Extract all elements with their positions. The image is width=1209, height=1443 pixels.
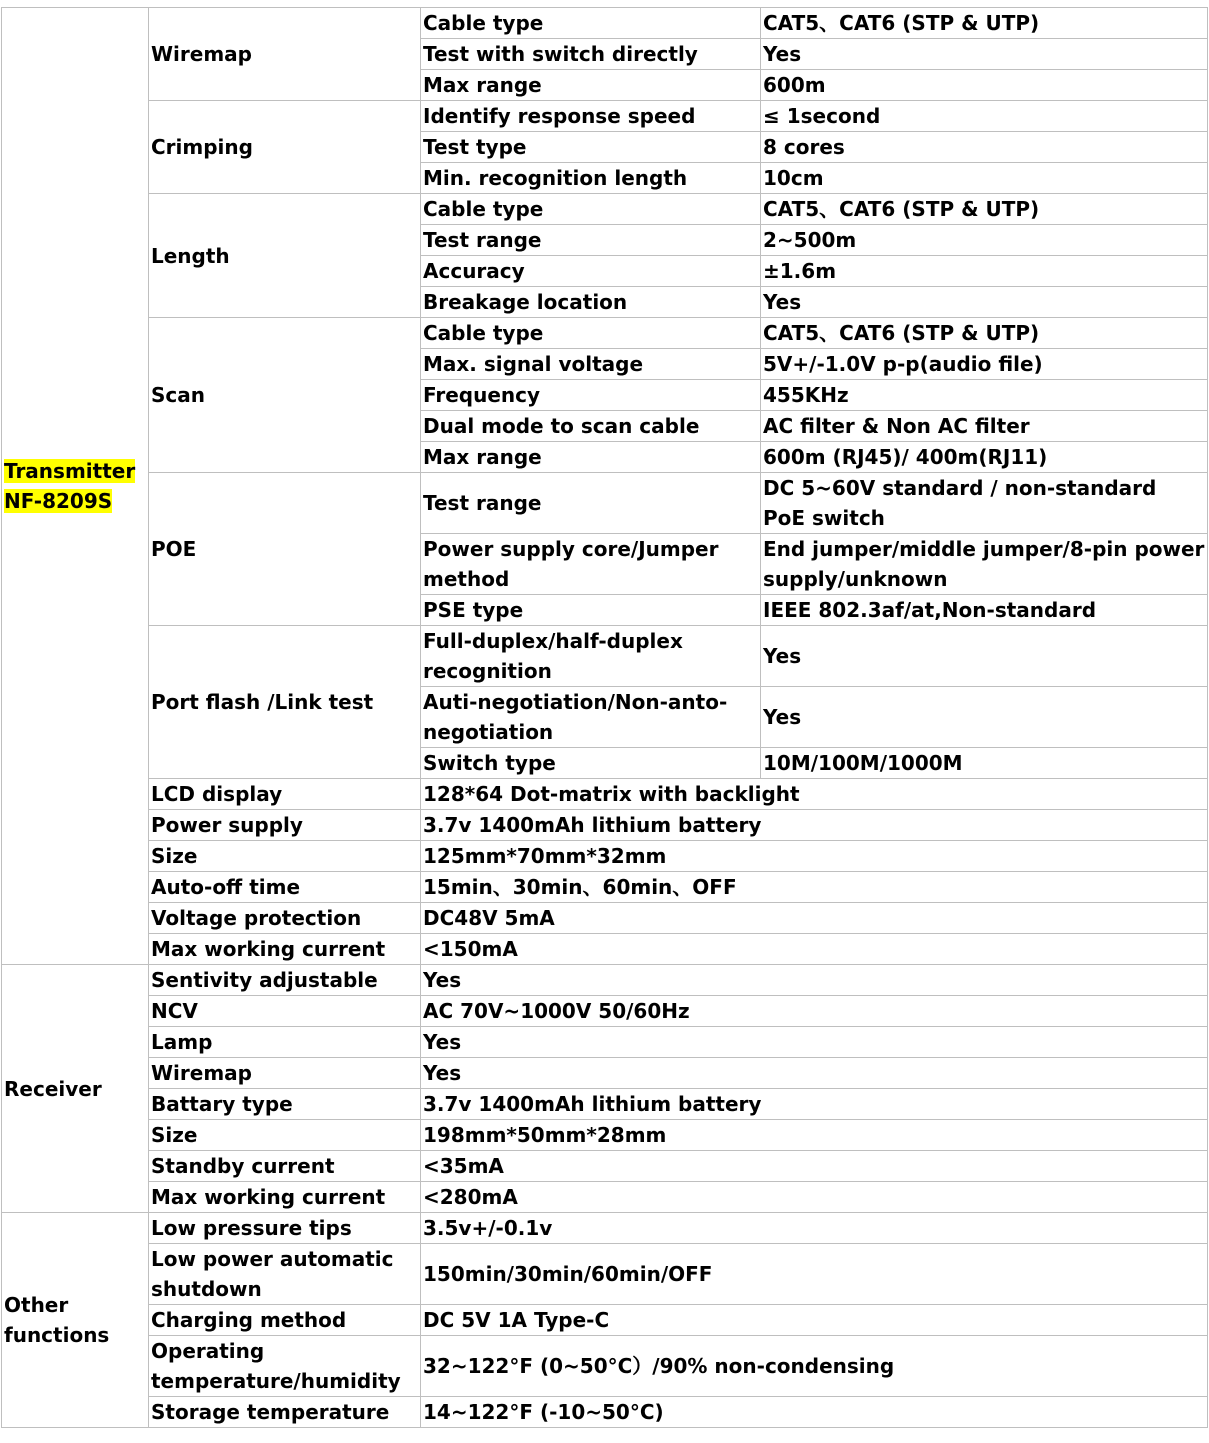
param-cell: Cable type [421,194,761,225]
value-cell: CAT5、CAT6 (STP & UTP) [761,8,1208,39]
table-row [2,1336,1208,1397]
value-cell: AC 70V~1000V 50/60Hz [421,996,1208,1027]
section-label [2,1213,149,1428]
value-cell: 198mm*50mm*28mm [421,1120,1208,1151]
param-cell: Voltage protection [149,903,421,934]
table-row [2,8,1208,39]
table-row [2,1151,1208,1182]
param-cell: Cable type [421,318,761,349]
value-cell: Yes [421,1027,1208,1058]
value-cell: ≤ 1second [761,101,1208,132]
value-cell: End jumper/middle jumper/8-pin power supply/unknown [761,534,1208,595]
table-row [2,1120,1208,1151]
value-cell: Yes [761,287,1208,318]
param-cell: Breakage location [421,287,761,318]
param-cell: Charging method [149,1305,421,1336]
section-label [2,8,149,965]
value-cell: Yes [761,626,1208,687]
param-cell: Test type [421,132,761,163]
param-cell: PSE type [421,595,761,626]
table-row [2,1244,1208,1305]
value-cell: AC filter & Non AC filter [761,411,1208,442]
value-cell: <35mA [421,1151,1208,1182]
param-cell: Full-duplex/half-duplex recognition [421,626,761,687]
value-cell: Yes [421,1058,1208,1089]
value-cell: 128*64 Dot-matrix with backlight [421,779,1208,810]
param-cell: Battary type [149,1089,421,1120]
group-label: Crimping [149,101,421,194]
value-cell: 3.7v 1400mAh lithium battery [421,810,1208,841]
table-row [2,841,1208,872]
param-cell: Dual mode to scan cable [421,411,761,442]
group-label: Scan [149,318,421,473]
param-cell: Test range [421,473,761,534]
value-cell: CAT5、CAT6 (STP & UTP) [761,194,1208,225]
value-cell: 600m [761,70,1208,101]
value-cell: DC 5V 1A Type-C [421,1305,1208,1336]
param-cell: Sentivity adjustable [149,965,421,996]
table-row [2,1213,1208,1244]
value-cell: 3.5v+/-0.1v [421,1213,1208,1244]
value-cell: <280mA [421,1182,1208,1213]
param-cell: Test range [421,225,761,256]
table-row [2,965,1208,996]
table-row [2,473,1208,534]
param-cell: LCD display [149,779,421,810]
value-cell: IEEE 802.3af/at,Non-standard [761,595,1208,626]
value-cell: 5V+/-1.0V p-p(audio file) [761,349,1208,380]
param-cell: Low power automatic shutdown [149,1244,421,1305]
section-label-line: Other [4,1293,69,1317]
table-row [2,872,1208,903]
table-row [2,318,1208,349]
value-cell: 14~122°F (-10~50°C) [421,1397,1208,1428]
param-cell: Max. signal voltage [421,349,761,380]
value-cell: 455KHz [761,380,1208,411]
param-cell: Operating temperature/humidity [149,1336,421,1397]
value-cell: Yes [761,687,1208,748]
table-row [2,194,1208,225]
table-row [2,996,1208,1027]
table-row [2,1182,1208,1213]
param-cell: Wiremap [149,1058,421,1089]
param-cell: Storage temperature [149,1397,421,1428]
param-cell: Cable type [421,8,761,39]
param-cell: Accuracy [421,256,761,287]
value-cell: 150min/30min/60min/OFF [421,1244,1208,1305]
table-row [2,626,1208,687]
table-row [2,1058,1208,1089]
param-cell: Power supply core/Jumper method [421,534,761,595]
section-label-line: Receiver [4,1076,102,1101]
param-cell: Max working current [149,1182,421,1213]
param-cell: Test with switch directly [421,39,761,70]
param-cell: Low pressure tips [149,1213,421,1244]
param-cell: Lamp [149,1027,421,1058]
param-cell: Power supply [149,810,421,841]
group-label: Length [149,194,421,318]
value-cell: 600m (RJ45)/ 400m(RJ11) [761,442,1208,473]
param-cell: Auti-negotiation/Non-anto-negotiation [421,687,761,748]
group-label: Port flash /Link test [149,626,421,779]
value-cell: CAT5、CAT6 (STP & UTP) [761,318,1208,349]
param-cell: Max range [421,442,761,473]
section-label-line: functions [4,1323,110,1347]
value-cell: 32~122°F (0~50°C）/90% non-condensing [421,1336,1208,1397]
spec-table [1,7,1208,1428]
section-label [2,965,149,1213]
value-cell: Yes [421,965,1208,996]
table-row [2,779,1208,810]
table-row [2,1089,1208,1120]
value-cell: 15min、30min、60min、OFF [421,872,1208,903]
value-cell: DC 5~60V standard / non-standard PoE switch [761,473,1208,534]
group-label: POE [149,473,421,626]
param-cell: Size [149,841,421,872]
table-row [2,1397,1208,1428]
value-cell: 125mm*70mm*32mm [421,841,1208,872]
param-cell: Auto-off time [149,872,421,903]
param-cell: Size [149,1120,421,1151]
section-label-line: NF-8209S [4,489,113,513]
param-cell: Min. recognition length [421,163,761,194]
table-row [2,1027,1208,1058]
table-row [2,1305,1208,1336]
table-row [2,934,1208,965]
table-row [2,903,1208,934]
value-cell: 10cm [761,163,1208,194]
param-cell: Max working current [149,934,421,965]
value-cell: Yes [761,39,1208,70]
value-cell: 2~500m [761,225,1208,256]
param-cell: NCV [149,996,421,1027]
param-cell: Max range [421,70,761,101]
group-label: Wiremap [149,8,421,101]
param-cell: Frequency [421,380,761,411]
value-cell: DC48V 5mA [421,903,1208,934]
table-row [2,810,1208,841]
section-label-line: Transmitter [4,459,136,483]
value-cell: ±1.6m [761,256,1208,287]
param-cell: Standby current [149,1151,421,1182]
value-cell: 10M/100M/1000M [761,748,1208,779]
value-cell: <150mA [421,934,1208,965]
value-cell: 8 cores [761,132,1208,163]
table-row [2,101,1208,132]
param-cell: Identify response speed [421,101,761,132]
value-cell: 3.7v 1400mAh lithium battery [421,1089,1208,1120]
param-cell: Switch type [421,748,761,779]
